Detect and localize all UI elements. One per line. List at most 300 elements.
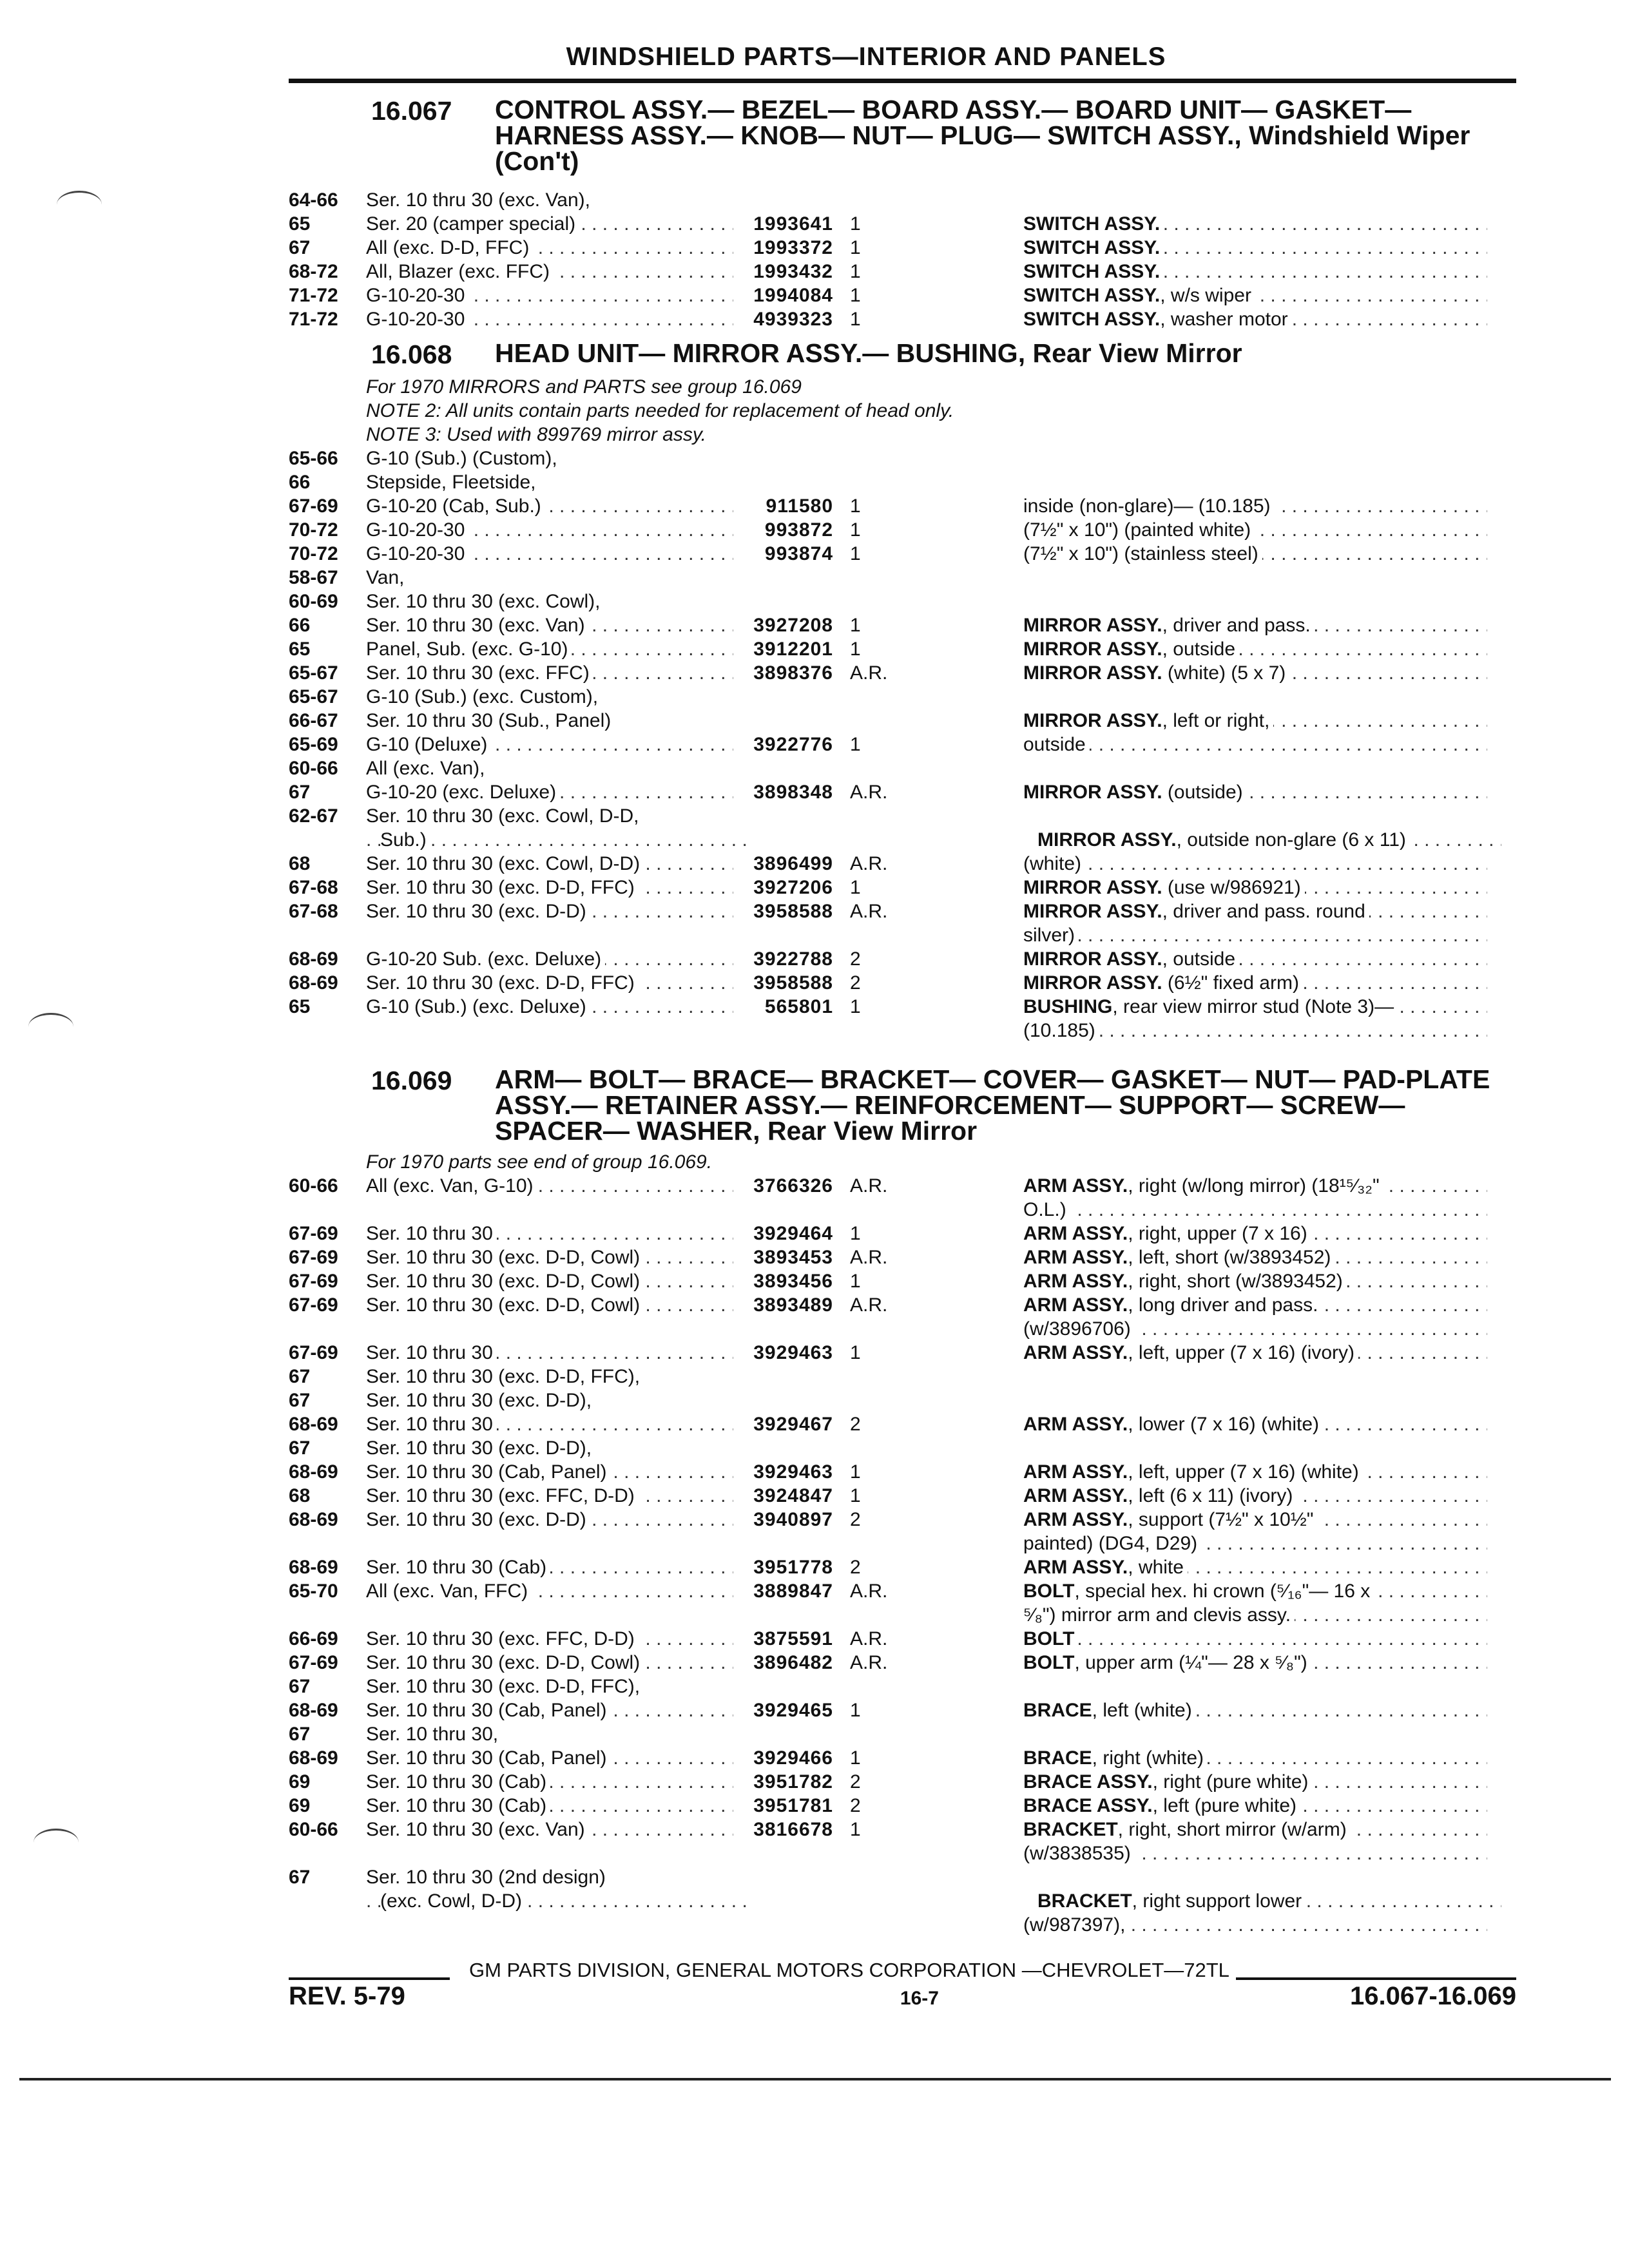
part-name bbox=[1023, 188, 1487, 212]
application bbox=[366, 733, 733, 756]
part-name-text bbox=[1023, 213, 1164, 235]
application-text: Ser. 10 thru 30 (exc. D-D) bbox=[366, 1509, 590, 1530]
part-name-text bbox=[1023, 639, 1239, 660]
application bbox=[366, 1579, 733, 1603]
section-note: NOTE 3: Used with 899769 mirror assy. bbox=[366, 424, 706, 445]
application bbox=[366, 1603, 733, 1627]
application-text: G-10 (Sub.) (Custom), bbox=[366, 448, 561, 469]
model-years: 68-69 bbox=[289, 1557, 338, 1578]
application-text bbox=[366, 1843, 370, 1864]
table-row bbox=[289, 899, 1516, 923]
application bbox=[366, 661, 733, 685]
part-name-text bbox=[1023, 309, 1292, 330]
part-name-bold: ARM ASSY. bbox=[1023, 1223, 1128, 1244]
table-row bbox=[289, 307, 1516, 331]
application-text: Ser. 10 thru 30 (exc. Cowl, D-D) bbox=[366, 853, 644, 874]
application bbox=[366, 518, 733, 542]
model-years: 68-69 bbox=[289, 1509, 338, 1530]
table-row bbox=[289, 828, 1516, 852]
part-name-detail: , special hex. hi crown (⁵⁄₁₆"— 16 x bbox=[1074, 1581, 1371, 1602]
section-16-068 bbox=[289, 340, 1516, 1043]
part-name-text bbox=[1023, 758, 1027, 779]
part-name-text bbox=[1023, 1175, 1383, 1196]
page-number: 16-7 bbox=[900, 1988, 939, 2009]
quantity: 2 bbox=[850, 1771, 861, 1792]
part-name-detail: , outside bbox=[1162, 639, 1236, 660]
quantity: 1 bbox=[850, 543, 861, 564]
part-name bbox=[1023, 1913, 1487, 1937]
quantity: A.R. bbox=[850, 1581, 888, 1602]
quantity: 1 bbox=[850, 1747, 861, 1769]
part-name-text bbox=[1023, 1414, 1323, 1435]
part-number: 3898348 bbox=[753, 782, 833, 803]
part-number: 3929463 bbox=[753, 1461, 833, 1483]
table-row bbox=[289, 1913, 1516, 1937]
part-name bbox=[1023, 1174, 1487, 1198]
application bbox=[366, 1460, 733, 1484]
section-number: 16.067 bbox=[371, 96, 452, 126]
table-row bbox=[289, 1627, 1516, 1651]
quantity: 1 bbox=[850, 519, 861, 541]
quantity: 1 bbox=[850, 1819, 861, 1840]
application bbox=[366, 1675, 733, 1698]
part-name bbox=[1023, 307, 1487, 331]
application-text: Ser. 10 thru 30 (exc. D-D, FFC) bbox=[366, 972, 639, 994]
part-name bbox=[1023, 1651, 1487, 1675]
part-name bbox=[1023, 1341, 1487, 1365]
application-text: All (exc. Van, FFC) bbox=[366, 1581, 532, 1602]
table-row bbox=[289, 518, 1516, 542]
application bbox=[366, 1436, 733, 1460]
part-name-detail: (outside) bbox=[1162, 782, 1243, 803]
part-name-detail: (w/3896706) bbox=[1023, 1318, 1131, 1340]
part-name-detail: , white bbox=[1128, 1557, 1184, 1578]
part-name-detail: , support (7½" x 10½" bbox=[1128, 1509, 1314, 1530]
model-years: 68-72 bbox=[289, 261, 338, 282]
model-years: 68 bbox=[289, 1485, 311, 1506]
part-name bbox=[1023, 1484, 1487, 1508]
table-row bbox=[289, 1365, 1516, 1389]
application bbox=[366, 1841, 733, 1865]
part-number: 3816678 bbox=[753, 1819, 833, 1840]
part-name bbox=[1023, 1841, 1487, 1865]
model-years: 66 bbox=[289, 615, 311, 636]
part-name-bold: BRACKET bbox=[1037, 1890, 1132, 1912]
part-name-bold: BOLT bbox=[1023, 1628, 1075, 1649]
table-row bbox=[289, 1269, 1516, 1293]
model-years: 68-69 bbox=[289, 972, 338, 994]
part-name-text bbox=[1023, 1557, 1188, 1578]
part-name-detail: , left (white) bbox=[1092, 1700, 1192, 1721]
part-name bbox=[1023, 1317, 1487, 1341]
application bbox=[366, 995, 733, 1019]
part-name-text bbox=[1023, 925, 1079, 946]
application bbox=[366, 1198, 733, 1222]
model-years: 67 bbox=[289, 1867, 311, 1888]
part-name-text bbox=[1023, 261, 1164, 282]
part-name bbox=[1023, 1389, 1487, 1412]
quantity: 1 bbox=[850, 734, 861, 755]
application-text: G-10-20-30 bbox=[366, 543, 468, 564]
application-text: Panel, Sub. (exc. G-10) bbox=[366, 639, 572, 660]
table-row bbox=[289, 1841, 1516, 1865]
quantity: 1 bbox=[850, 1461, 861, 1483]
quantity: 1 bbox=[850, 309, 861, 330]
part-name-text bbox=[1023, 710, 1273, 731]
model-years: 67 bbox=[289, 1366, 311, 1387]
part-number: 3912201 bbox=[753, 639, 833, 660]
section-number: 16.069 bbox=[371, 1066, 452, 1095]
quantity: 1 bbox=[850, 639, 861, 660]
part-name-bold: ARM ASSY. bbox=[1023, 1175, 1128, 1196]
application bbox=[366, 828, 747, 852]
part-name-text bbox=[1023, 1271, 1347, 1292]
part-number: 3893456 bbox=[753, 1271, 833, 1292]
table-row bbox=[289, 1532, 1516, 1555]
part-name-text bbox=[1037, 829, 1410, 850]
part-number: 565801 bbox=[764, 996, 833, 1017]
model-years: 60-69 bbox=[289, 591, 338, 612]
part-name-detail: , left, upper (7 x 16) (ivory) bbox=[1128, 1342, 1355, 1363]
part-name bbox=[1037, 828, 1501, 852]
part-name-bold: BOLT bbox=[1023, 1581, 1075, 1602]
application-text: Ser. 10 thru 30 (exc. Van) bbox=[366, 615, 589, 636]
table-row bbox=[289, 590, 1516, 613]
table-row bbox=[289, 566, 1516, 590]
part-name bbox=[1023, 470, 1487, 494]
application bbox=[366, 188, 733, 212]
part-number: 3889847 bbox=[753, 1581, 833, 1602]
page-title: WINDSHIELD PARTS—INTERIOR AND PANELS bbox=[566, 43, 1166, 71]
model-years: 67-68 bbox=[289, 877, 338, 898]
part-name-text bbox=[1023, 1652, 1311, 1673]
part-name-bold: MIRROR ASSY. bbox=[1023, 615, 1162, 636]
table-row bbox=[289, 1341, 1516, 1365]
part-name bbox=[1023, 1222, 1487, 1245]
table-row bbox=[289, 1436, 1516, 1460]
model-years: 68-69 bbox=[289, 1414, 338, 1435]
table-row bbox=[289, 661, 1516, 685]
part-name-text bbox=[1023, 782, 1247, 803]
part-name-detail: , outside non-glare (6 x 11) bbox=[1176, 829, 1406, 850]
application bbox=[366, 1341, 733, 1365]
part-number: 3927206 bbox=[753, 877, 833, 898]
part-name bbox=[1023, 852, 1487, 876]
header-rule bbox=[289, 79, 1516, 83]
table-row bbox=[289, 1698, 1516, 1722]
part-name bbox=[1023, 1865, 1487, 1889]
part-name-text bbox=[1023, 567, 1027, 588]
table-row bbox=[289, 1222, 1516, 1245]
part-name bbox=[1023, 1412, 1487, 1436]
part-name bbox=[1023, 1746, 1487, 1770]
quantity: 1 bbox=[850, 1271, 861, 1292]
model-years: 65 bbox=[289, 639, 311, 660]
part-name-text bbox=[1023, 1366, 1027, 1387]
model-years: 68 bbox=[289, 853, 311, 874]
part-name-text bbox=[1023, 189, 1027, 211]
part-number: 3896482 bbox=[753, 1652, 833, 1673]
application bbox=[366, 1484, 733, 1508]
table-row bbox=[289, 1460, 1516, 1484]
application-text: Ser. 10 thru 30 (exc. D-D), bbox=[366, 1437, 595, 1459]
part-name-text bbox=[1023, 1843, 1135, 1864]
part-name bbox=[1023, 804, 1487, 828]
application bbox=[366, 1794, 733, 1818]
part-number: 3924847 bbox=[753, 1485, 833, 1506]
section-range: 16.067-16.069 bbox=[1349, 1982, 1516, 2010]
table-row bbox=[289, 1412, 1516, 1436]
quantity: 1 bbox=[850, 1700, 861, 1721]
application-text bbox=[366, 1199, 370, 1220]
application-text: Ser. 10 thru 30 bbox=[366, 1223, 497, 1244]
application-text: Ser. 10 thru 30 bbox=[366, 1414, 497, 1435]
application bbox=[366, 307, 733, 331]
model-years: 65-67 bbox=[289, 686, 338, 707]
part-name-bold: BRACKET bbox=[1023, 1819, 1118, 1840]
model-years: 60-66 bbox=[289, 1819, 338, 1840]
section-title: HEAD UNIT— MIRROR ASSY.— BUSHING, Rear View Mirror bbox=[495, 338, 1242, 368]
application-text: Ser. 10 thru 30 (exc. D-D, FFC), bbox=[366, 1676, 644, 1697]
table-row bbox=[289, 1317, 1516, 1341]
application-text: Ser. 10 thru 30 (Cab, Panel) bbox=[366, 1747, 611, 1769]
table-row bbox=[289, 804, 1516, 828]
part-number: 1993372 bbox=[753, 237, 833, 258]
model-years: 67 bbox=[289, 1390, 311, 1411]
part-name-bold: ARM ASSY. bbox=[1023, 1414, 1128, 1435]
application-text: All (exc. Van, G-10) bbox=[366, 1175, 537, 1196]
part-name bbox=[1023, 1698, 1487, 1722]
part-name bbox=[1023, 947, 1487, 971]
scan-edge-line bbox=[19, 2078, 1611, 2081]
part-name-detail: , long driver and pass. bbox=[1128, 1294, 1318, 1316]
table-row bbox=[289, 947, 1516, 971]
part-name-bold: BRACE ASSY. bbox=[1023, 1795, 1153, 1816]
parts-table bbox=[289, 447, 1516, 1043]
part-name-text bbox=[1023, 1795, 1300, 1816]
application bbox=[366, 284, 733, 307]
part-name bbox=[1023, 494, 1487, 518]
quantity: 1 bbox=[850, 996, 861, 1017]
part-number: 3929467 bbox=[753, 1414, 833, 1435]
table-row bbox=[289, 1579, 1516, 1603]
part-name bbox=[1023, 756, 1487, 780]
application bbox=[366, 260, 733, 284]
application bbox=[366, 780, 733, 804]
application bbox=[366, 613, 733, 637]
application-text: G-10-20-30 bbox=[366, 519, 468, 541]
table-row bbox=[289, 1293, 1516, 1317]
quantity: 1 bbox=[850, 213, 861, 235]
table-row bbox=[289, 1245, 1516, 1269]
part-name-detail: (7½" x 10") (stainless steel) bbox=[1023, 543, 1258, 564]
table-row bbox=[289, 188, 1516, 212]
application bbox=[366, 1174, 733, 1198]
part-name-text bbox=[1023, 972, 1303, 994]
quantity: 2 bbox=[850, 1414, 861, 1435]
application-text: G-10 (Deluxe) bbox=[366, 734, 491, 755]
quantity: 2 bbox=[850, 948, 861, 970]
table-row bbox=[289, 876, 1516, 899]
part-name-bold: ARM ASSY. bbox=[1023, 1294, 1128, 1316]
part-name-text bbox=[1023, 1485, 1296, 1506]
part-name-detail: , lower (7 x 16) (white) bbox=[1128, 1414, 1319, 1435]
model-years: 62-67 bbox=[289, 805, 338, 827]
application bbox=[366, 1412, 733, 1436]
part-name-text bbox=[1023, 285, 1255, 306]
application bbox=[366, 1865, 733, 1889]
table-row bbox=[289, 212, 1516, 236]
application-text: Ser. 10 thru 30 (exc. D-D, FFC) bbox=[366, 877, 639, 898]
section-number: 16.068 bbox=[371, 340, 452, 369]
part-number: 3898376 bbox=[753, 662, 833, 684]
part-name-text bbox=[1023, 1771, 1312, 1792]
application bbox=[366, 447, 733, 470]
part-name-text bbox=[1023, 901, 1369, 922]
part-name-text bbox=[1023, 1199, 1070, 1220]
application-text: Stepside, Fleetside, bbox=[366, 472, 539, 493]
part-name-bold: ARM ASSY. bbox=[1023, 1271, 1128, 1292]
quantity: 1 bbox=[850, 615, 861, 636]
part-name-detail: , outside bbox=[1162, 948, 1236, 970]
quantity: A.R. bbox=[850, 662, 888, 684]
model-years: 67-69 bbox=[289, 495, 338, 517]
model-years: 66-69 bbox=[289, 1628, 338, 1649]
application-text: G-10 (Sub.) (exc. Custom), bbox=[366, 686, 602, 707]
part-name-bold: ARM ASSY. bbox=[1023, 1485, 1128, 1506]
application bbox=[366, 1627, 733, 1651]
part-name-text bbox=[1023, 1020, 1099, 1041]
section-heading bbox=[289, 1066, 1516, 1144]
part-name-bold: MIRROR ASSY. bbox=[1023, 710, 1162, 731]
quantity: 1 bbox=[850, 261, 861, 282]
part-name-text bbox=[1023, 1676, 1027, 1697]
application-text: Ser. 10 thru 30 (exc. D-D, FFC), bbox=[366, 1366, 644, 1387]
part-name-text bbox=[1023, 591, 1027, 612]
section-title: ARM— BOLT— BRACE— BRACKET— COVER— GASKET— NUT— PAD-PLATE ASSY.— RETAINER ASSY.— REINFORCEMENT— SUPPORT— SCREW— SPACER— WASHER, Rear View Mirror bbox=[495, 1064, 1490, 1146]
scan-mark bbox=[57, 191, 102, 218]
application-text: All, Blazer (exc. FFC) bbox=[366, 261, 554, 282]
part-name-text bbox=[1023, 519, 1255, 541]
application bbox=[366, 1269, 733, 1293]
part-name bbox=[1023, 1460, 1487, 1484]
table-row bbox=[289, 685, 1516, 709]
part-name bbox=[1023, 1555, 1487, 1579]
part-name bbox=[1023, 1627, 1487, 1651]
application bbox=[366, 494, 733, 518]
part-name-text bbox=[1023, 1604, 1295, 1626]
part-name-bold: SWITCH ASSY. bbox=[1023, 309, 1161, 330]
application bbox=[366, 1651, 733, 1675]
part-name bbox=[1023, 1436, 1487, 1460]
model-years: 67 bbox=[289, 782, 311, 803]
model-years: 67-69 bbox=[289, 1294, 338, 1316]
part-name bbox=[1023, 236, 1487, 260]
section-heading bbox=[289, 340, 1516, 369]
part-name-text bbox=[1023, 1390, 1027, 1411]
part-name-text bbox=[1023, 543, 1262, 564]
model-years: 64-66 bbox=[289, 189, 338, 211]
model-years: 65-66 bbox=[289, 448, 338, 469]
part-name-text bbox=[1023, 1318, 1135, 1340]
application bbox=[366, 1770, 733, 1794]
part-name-text bbox=[1023, 1867, 1027, 1888]
part-name bbox=[1023, 709, 1487, 733]
part-number: 993872 bbox=[764, 519, 833, 541]
table-row bbox=[289, 1818, 1516, 1841]
model-years: 58-67 bbox=[289, 567, 338, 588]
part-name bbox=[1023, 1198, 1487, 1222]
section-heading bbox=[289, 97, 1516, 174]
part-name-text bbox=[1023, 448, 1027, 469]
quantity: 2 bbox=[850, 1795, 861, 1816]
part-name bbox=[1023, 1508, 1487, 1532]
part-name-text bbox=[1023, 1223, 1311, 1244]
quantity: 1 bbox=[850, 237, 861, 258]
part-number: 3929464 bbox=[753, 1223, 833, 1244]
application-text bbox=[366, 1533, 370, 1554]
application-text bbox=[366, 925, 370, 946]
application bbox=[366, 923, 733, 947]
table-row bbox=[289, 637, 1516, 661]
table-row bbox=[289, 1722, 1516, 1746]
part-name-text bbox=[1023, 686, 1027, 707]
application bbox=[366, 1019, 733, 1043]
application-text: Ser. 10 thru 30 (Cab, Panel) bbox=[366, 1700, 611, 1721]
table-row bbox=[289, 1794, 1516, 1818]
application-text: Ser. 10 thru 30 bbox=[366, 1342, 497, 1363]
part-name-detail: painted) (DG4, D29) bbox=[1023, 1533, 1198, 1554]
application-text bbox=[366, 1604, 370, 1626]
part-name-detail: (6½" fixed arm) bbox=[1162, 972, 1299, 994]
part-name bbox=[1023, 780, 1487, 804]
application bbox=[366, 1317, 733, 1341]
part-name-text bbox=[1023, 1581, 1374, 1602]
part-name-bold: MIRROR ASSY. bbox=[1023, 662, 1162, 684]
part-name bbox=[1023, 923, 1487, 947]
footer bbox=[289, 1959, 1516, 2011]
part-name-text bbox=[1023, 1509, 1317, 1530]
quantity: 1 bbox=[850, 877, 861, 898]
part-name bbox=[1023, 1818, 1487, 1841]
application-text: Ser. 10 thru 30 (exc. D-D) bbox=[366, 901, 590, 922]
part-name-bold: MIRROR ASSY. bbox=[1023, 639, 1162, 660]
part-name bbox=[1023, 1675, 1487, 1698]
model-years: 68-69 bbox=[289, 948, 338, 970]
part-number: 4939323 bbox=[753, 309, 833, 330]
part-number: 911580 bbox=[766, 495, 833, 517]
model-years: 71-72 bbox=[289, 309, 338, 330]
part-number: 3875591 bbox=[753, 1628, 833, 1649]
part-name-text bbox=[1023, 662, 1289, 684]
application-text: Ser. 10 thru 30 (exc. FFC) bbox=[366, 662, 593, 684]
part-name bbox=[1023, 661, 1487, 685]
application-text bbox=[366, 1020, 370, 1041]
part-name-detail: (use w/986921) bbox=[1162, 877, 1301, 898]
application-text: G-10-20 (Cab, Sub.) bbox=[366, 495, 545, 517]
model-years: 71-72 bbox=[289, 285, 338, 306]
part-name-detail: ⁵⁄₈") mirror arm and clevis assy. bbox=[1023, 1604, 1291, 1626]
application-text: All (exc. D-D, FFC) bbox=[366, 237, 533, 258]
part-name-detail: O.L.) bbox=[1023, 1199, 1066, 1220]
part-name-detail: silver) bbox=[1023, 925, 1075, 946]
application bbox=[366, 709, 733, 733]
table-row bbox=[289, 923, 1516, 947]
part-name bbox=[1023, 971, 1487, 995]
part-name bbox=[1023, 542, 1487, 566]
application bbox=[366, 1508, 733, 1532]
application bbox=[366, 1222, 733, 1245]
